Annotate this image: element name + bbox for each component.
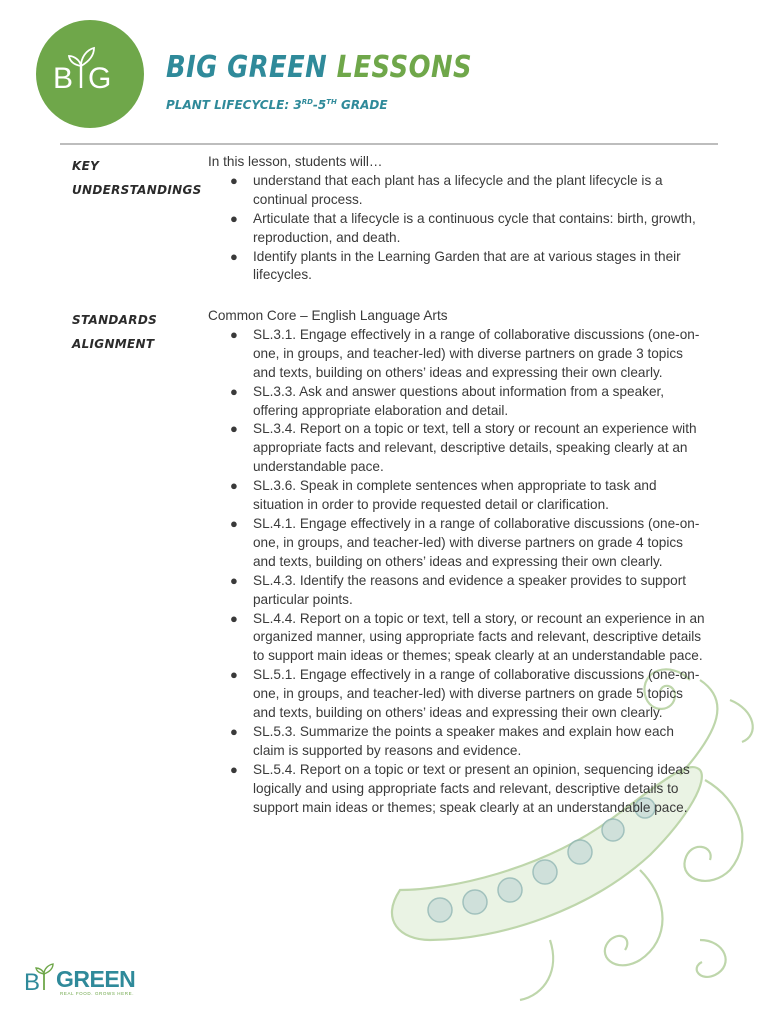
list-item-text: SL.3.1. Engage effectively in a range of collaborative discussions (one-on-one, in groups, and teacher-led) with diverse partners on grade 3 topics and texts, building on others’ ideas and expressing their own clearly. — [253, 326, 700, 380]
header-divider — [60, 143, 718, 145]
bullet-dot-icon: ● — [230, 667, 238, 683]
key-understandings-section — [208, 153, 708, 285]
svg-text:B: B — [24, 969, 41, 996]
list-item — [208, 210, 708, 248]
bullet-dot-icon: ● — [230, 572, 238, 588]
title-lessons: LESSONS — [336, 50, 473, 85]
standards-alignment-label — [72, 308, 192, 356]
list-item — [208, 477, 708, 515]
list-item — [208, 383, 708, 421]
page-subtitle — [166, 98, 388, 112]
list-item-text: understand that each plant has a lifecycle and the plant lifecycle is a continual process. — [253, 172, 663, 207]
list-item — [208, 172, 708, 210]
bullet-dot-icon: ● — [230, 172, 238, 188]
standards-alignment-section — [208, 307, 708, 817]
bullet-dot-icon: ● — [230, 610, 238, 626]
list-item-text: SL.3.6. Speak in complete sentences when appropriate to task and situation in order to provide requested detail or clarification. — [253, 478, 657, 513]
svg-text:G: G — [88, 62, 112, 95]
label-line: UNDERSTANDINGS — [72, 183, 202, 197]
subtitle-sup-rd: RD — [301, 98, 313, 106]
list-item — [208, 515, 708, 572]
subtitle-sup-th: TH — [326, 98, 337, 106]
label-line: KEY — [72, 159, 100, 173]
subtitle-suffix: GRADE — [336, 98, 388, 112]
footer-tagline: REAL FOOD. GROWS HERE. — [60, 991, 135, 996]
list-item — [208, 761, 708, 818]
list-item — [208, 572, 708, 610]
key-understandings-list — [208, 172, 708, 285]
footer-logo — [24, 960, 136, 1005]
list-item — [208, 610, 708, 667]
list-item — [208, 326, 708, 383]
section-intro: In this lesson, students will… — [208, 154, 383, 169]
list-item — [208, 248, 708, 286]
list-item-text: Identify plants in the Learning Garden that are at various stages in their lifecycles. — [253, 248, 681, 283]
key-understandings-label — [72, 154, 202, 202]
list-item-text: Articulate that a lifecycle is a continuous cycle that contains: birth, growth, reproduction, and death. — [253, 210, 696, 245]
svg-text:B: B — [53, 62, 74, 95]
logo — [36, 20, 144, 128]
bullet-dot-icon: ● — [230, 210, 238, 226]
list-item-text: SL.5.3. Summarize the points a speaker makes and explain how each claim is supported by reasons and evidence. — [253, 723, 674, 758]
list-item-text: SL.5.4. Report on a topic or text or present an opinion, sequencing ideas logically and using appropriate facts and relevant, descriptive details to support main ideas or themes; speak clearly at an understandable pace. — [253, 761, 690, 815]
list-item-text: SL.5.1. Engage effectively in a range of collaborative discussions (one-on-one, in groups, and teacher-led) with diverse partners on grade 5 topics and texts, building on others’ ideas and expressing their own clearly. — [253, 667, 700, 721]
label-line: STANDARDS — [72, 313, 158, 327]
bullet-dot-icon: ● — [230, 761, 238, 777]
big-green-sprout-logo-icon — [36, 20, 144, 128]
title-big-green: BIG GREEN — [166, 50, 328, 85]
bullet-dot-icon: ● — [230, 383, 238, 399]
bullet-dot-icon: ● — [230, 421, 238, 437]
subtitle-prefix: PLANT LIFECYCLE: 3 — [166, 98, 302, 112]
label-line: ALIGNMENT — [72, 337, 155, 351]
list-item-text: SL.4.1. Engage effectively in a range of collaborative discussions (one-on-one, in groups, and teacher-led) with diverse partners on grade 4 topics and texts, building on others’ ideas and expressing their own clearly. — [253, 515, 700, 569]
list-item — [208, 723, 708, 761]
page-title — [166, 50, 472, 85]
footer-wordmark: GREEN — [56, 966, 136, 992]
list-item-text: SL.4.4. Report on a topic or text, tell a story, or recount an experience in an organized manner, using appropriate facts and relevant, descriptive details to support main ideas or themes; speak clearly at an understandable pace. — [253, 610, 705, 664]
bullet-dot-icon: ● — [230, 723, 238, 739]
list-item — [208, 666, 708, 723]
footer-sprout-logo-icon — [24, 960, 58, 1000]
bullet-dot-icon: ● — [230, 478, 238, 494]
subtitle-mid: -5 — [312, 98, 327, 112]
list-item-text: SL.3.4. Report on a topic or text, tell a story or recount an experience with appropriate facts and relevant, descriptive details, speaking clearly at an understandable pace. — [253, 421, 697, 475]
list-item-text: SL.3.3. Ask and answer questions about information from a speaker, offering appropriate elaboration and detail. — [253, 383, 665, 418]
bullet-dot-icon: ● — [230, 248, 238, 264]
standards-list — [208, 326, 708, 818]
section-intro: Common Core – English Language Arts — [208, 308, 448, 323]
bullet-dot-icon: ● — [230, 326, 238, 342]
list-item-text: SL.4.3. Identify the reasons and evidence a speaker provides to support particular points. — [253, 572, 687, 607]
list-item — [208, 420, 708, 477]
bullet-dot-icon: ● — [230, 515, 238, 531]
